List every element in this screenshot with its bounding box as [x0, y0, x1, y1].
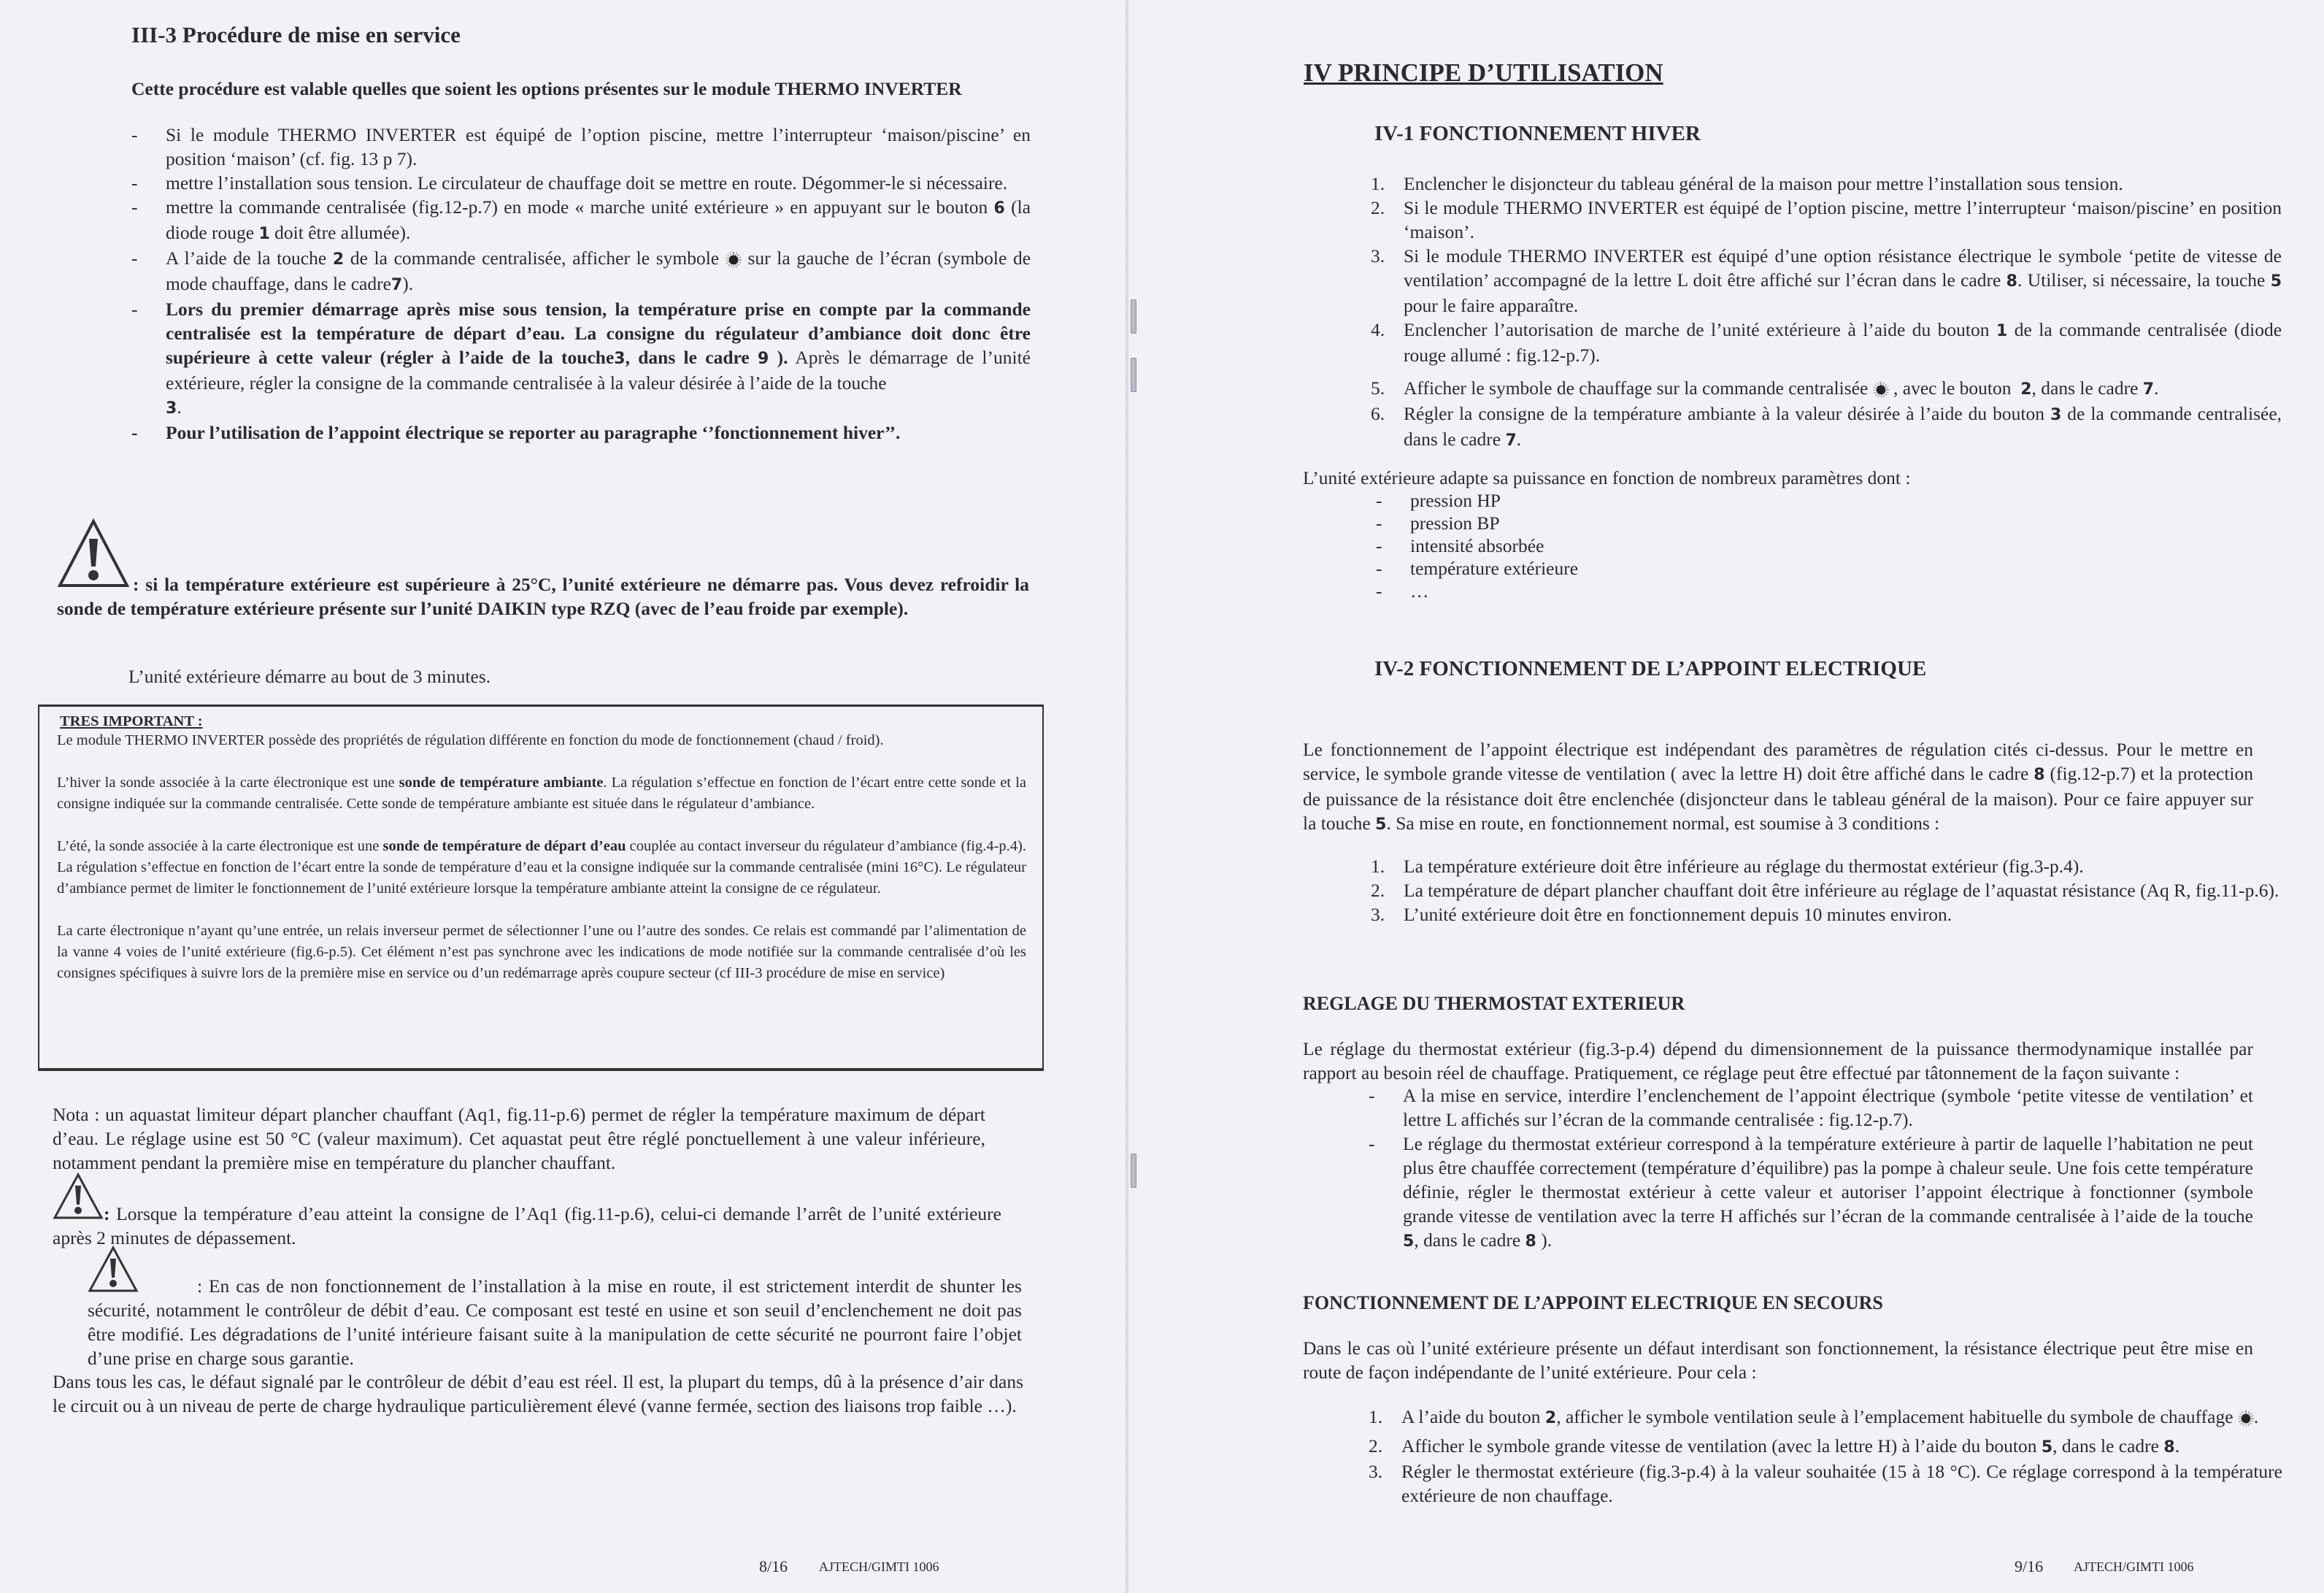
param-item: - pression BP: [1376, 512, 1578, 534]
bullet-item: - mettre l’installation sous tension. Le circulateur de chauffage doit se mettre en route. Dégommer-le si nécessaire.: [131, 171, 1031, 195]
heating-sun-icon: [726, 252, 742, 268]
thermostat-bullets: [1369, 1083, 2253, 1254]
important-p4: La carte électronique n’ayant qu’une entrée, un relais inverseur permet de sélectionner l’une ou l’autre des sondes. Ce relais est commandé par l’alimentation de la vanne 4 voies de l’unité extérieure (fig.6-p.5). Cet élément n’est pas synchrone avec les indications de mode notifiée sur la commande centralisée d’où les consignes spécifiques à suivre lors de la première mise en service ou d’un redémarrage après coupure secteur (cf III-3 procédure de mise en service): [57, 923, 1026, 981]
chapter-title-iv: IV PRINCIPE D’UTILISATION: [1304, 58, 1663, 87]
list-item: 5. Afficher le symbole de chauffage sur la commande centralisée , avec le bouton 2, dans le cadre 7.: [1371, 377, 2159, 399]
footer-reference: AJTECH/GIMTI 1006: [2074, 1559, 2194, 1574]
appoint-paragraph: Le fonctionnement de l’appoint électrique est indépendant des paramètres de régulation cités ci-dessus. Pour le mettre en service, le symbole grande vitesse de ventilation ( avec la lettre H) doit être affiché dans le cadre 8 (fig.12-p.7) et la protection de puissance de la résistance doit être enclenchée (disjoncteur dans le tableau général de la maison). Pour ce faire appuyer sur la touche 5. Sa mise en route, en fonctionnement normal, est soumise à 3 conditions :: [1303, 739, 2253, 834]
important-p2: L’hiver la sonde associée à la carte électronique est une sonde de température ambiante. La régulation s’effectue en fonction de l’écart entre cette sonde et la consigne indiquée sur la commande centralisée. Cette sonde de température ambiante est située dans le régulateur d’ambiance.: [57, 775, 1026, 812]
important-box: [38, 705, 1044, 1071]
nota-aquastat: Nota : un aquastat limiteur départ plancher chauffant (Aq1, fig.11-p.6) permet de régler la température maximum de départ d’eau. Le réglage usine est 50 °C (valeur maximum). Cet aquastat peut être réglé ponctuellement à une valeur inférieure, notamment pendant la première mise en température du plancher chauffant.: [53, 1104, 985, 1173]
important-p1: Le module THERMO INVERTER possède des propriétés de régulation différente en fonction du mode de fonctionnement (chaud / froid).: [57, 732, 884, 748]
start-delay-note: L’unité extérieure démarre au bout de 3 minutes.: [128, 666, 491, 687]
thermostat-paragraph: Le réglage du thermostat extérieur (fig.3-p.4) dépend du dimensionnement de la puissance thermodynamique installée par rapport au besoin réel de chauffage. Pratiquement, ce réglage peut être effectué par tâtonnement de la façon suivante :: [1303, 1038, 2253, 1083]
winter-steps-list: [1371, 172, 2282, 453]
list-item: 2. Afficher le symbole grande vitesse de ventilation (avec la lettre H) à l’aide du bouton 5, dans le cadre 8.: [1369, 1435, 2180, 1456]
footer-page-number: 9/16: [2015, 1557, 2044, 1575]
param-item: - pression HP: [1376, 489, 1578, 512]
params-intro: L’unité extérieure adapte sa puissance en fonction de nombreux paramètres dont :: [1303, 467, 1911, 488]
key-label: 3: [614, 350, 626, 368]
list-item: 3. L’unité extérieure doit être en fonctionnement depuis 10 minutes environ.: [1371, 904, 1952, 925]
important-p3: L’été, la sonde associée à la carte électronique est une sonde de température de départ d’eau couplée au contact inverseur du régulateur d’ambiance (fig.4-p.4). La régulation s’effectue en fonction de l’écart entre la sonde de température d’eau et la consigne indiquée sur la commande centralisée (mini 16°C). Le régulateur d’ambiance permet de limiter le fonctionnement de l’unité extérieure lorsque la température ambiante atteint la consigne de ce régulateur.: [57, 838, 1026, 897]
flow-fault-paragraph: Dans tous les cas, le défaut signalé par le contrôleur de débit d’eau est réel. Il est, la plupart du temps, dû à la présence d’air dans le circuit ou à un niveau de perte de charge hydraulique particulièrement élevé (vanne fermée, section des liaisons trop faible …).: [53, 1371, 1023, 1416]
conditions-list: [1371, 854, 2283, 926]
footer-page-number: 8/16: [759, 1557, 788, 1575]
secours-heading: FONCTIONNEMENT DE L’APPOINT ELECTRIQUE EN SECOURS: [1303, 1292, 1883, 1313]
list-item: 4. Enclencher l’autorisation de marche de l’unité extérieure à l’aide du bouton 1 de la commande centralisée (diode rouge allumé : fig.12-p.7).: [1371, 319, 2282, 366]
section-title-iv-2: IV-2 FONCTIONNEMENT DE L’APPOINT ELECTRIQUE: [1374, 657, 1927, 680]
bullet-item: - Lors du premier démarrage après mise sous tension, la température prise en compte par la commande centralisée est la température de départ d’eau. La consigne du régulateur d’ambiance doit donc être supérieure à cette valeur (régler à l’aide de la touche3, dans le cadre 9 ). Après le démarrage de l’unité extérieure, régler la consigne de la commande centralisée à la valeur désirée à l’aide de la touche 3.: [131, 297, 1031, 421]
list-item: 1. Enclencher le disjoncteur du tableau général de la maison pour mettre l’installation sous tension.: [1371, 173, 2123, 194]
bullet-item: - Si le module THERMO INVERTER est équipé de l’option piscine, mettre l’interrupteur ‘maison/piscine’ en position ‘maison’ (cf. fig. 13 p 7).: [131, 123, 1031, 171]
list-item: 3. Si le module THERMO INVERTER est équipé d’une option résistance électrique le symbole ‘petite de vitesse de ventilation’ accompagné de la lettre L doit être affiché sur l’écran dans le cadre 8. Utiliser, si nécessaire, la touche 5 pour le faire apparaître.: [1371, 245, 2282, 316]
list-item: 3. Régler le thermostat extérieure (fig.3-p.4) à la valeur souhaitée (15 à 18 °C). Ce réglage correspond à la température extérieure de non chauffage.: [1369, 1461, 2282, 1506]
procedure-subtitle: Cette procédure est valable quelles que soient les options présentes sur le module THERMO INVERTER: [131, 78, 962, 99]
list-item: 2. La température de départ plancher chauffant doit être inférieure au réglage de l’aquastat résistance (Aq R, fig.11-p.6).: [1371, 880, 2279, 901]
bullet-item: - mettre la commande centralisée (fig.12-p.7) en mode « marche unité extérieure » en appuyant sur le bouton 6 (la diode rouge 1 doit être allumée).: [131, 195, 1031, 246]
key-label: 9: [757, 350, 769, 368]
page-9: [1128, 0, 2324, 1593]
list-item: 2. Si le module THERMO INVERTER est équipé de l’option piscine, mettre l’interrupteur ‘maison/piscine’ en position ‘maison’.: [1371, 197, 2282, 242]
list-item: 6. Régler la consigne de la température ambiante à la valeur désirée à l’aide du bouton 3 de la commande centralisée, dans le cadre 7.: [1371, 403, 2282, 450]
thermostat-heading: REGLAGE DU THERMOSTAT EXTERIEUR: [1303, 993, 1685, 1014]
params-list: [1376, 489, 1578, 602]
bullet-item: - A l’aide de la touche 2 de la commande centralisée, afficher le symbole sur la gauche de l’écran (symbole de mode chauffage, dans le cadre7).: [131, 246, 1031, 297]
heating-sun-icon: [2238, 1410, 2254, 1427]
bullet-item: - A la mise en service, interdire l’enclenchement de l’appoint électrique (symbole ‘petite vitesse de ventilation’ et lettre L affichés sur l’écran de la commande centralisée : fig.12-p.7).: [1369, 1083, 2253, 1132]
key-label: 6: [993, 199, 1005, 218]
warning-outdoor-temp: : si la température extérieure est supérieure à 25°C, l’unité extérieure ne démarre pas. Vous devez refroidir la sonde de température extérieure présente sur l’unité DAIKIN type RZQ (avec de l’eau froide par exemple).: [57, 574, 1029, 619]
important-body: [57, 730, 1026, 984]
procedure-bullets: [131, 123, 1031, 445]
page-8: [0, 0, 1124, 1593]
key-label: 2: [332, 250, 345, 269]
list-item: 1. A l’aide du bouton 2, afficher le symbole ventilation seule à l’emplacement habituelle du symbole de chauffage .: [1369, 1406, 2259, 1427]
warning-aquastat: : Lorsque la température d’eau atteint la consigne de l’Aq1 (fig.11-p.6), celui-ci demande l’arrêt de l’unité extérieure après 2 minutes de dépassement.: [53, 1203, 1001, 1248]
section-title-iii-3: III-3 Procédure de mise en service: [131, 22, 461, 47]
footer-reference: AJTECH/GIMTI 1006: [819, 1559, 939, 1574]
secours-list: [1369, 1402, 2282, 1508]
section-title-iv-1: IV-1 FONCTIONNEMENT HIVER: [1374, 122, 1701, 145]
key-label: 1: [258, 225, 270, 243]
important-heading: TRES IMPORTANT :: [60, 713, 203, 729]
heating-sun-icon: [1873, 382, 1889, 398]
bullet-item: - Le réglage du thermostat extérieur correspond à la température extérieure à partir de laquelle l’habitation ne peut plus être chauffée correctement (température d’équilibre) pas la pompe à chaleur seule. Une fois cette température définie, régler le thermostat extérieur à cette valeur et autoriser l’appoint électrique à fonctionner (symbole grande vitesse de ventilation avec la terre H affichés sur l’écran de la commande centralisée à l’aide de la touche 5, dans le cadre 8 ).: [1369, 1132, 2253, 1254]
key-label: 7: [390, 276, 403, 294]
warning-flow-controller: : En cas de non fonctionnement de l’installation à la mise en route, il est strictement interdit de shunter les sécurité, notamment le contrôleur de débit d’eau. Ce composant est testé en usine et son seuil d’enclenchement ne doit pas être modifié. Les dégradations de l’unité intérieure faisant suite à la manipulation de cette sécurité ne pourront faire l’objet d’une prise en charge sous garantie.: [88, 1275, 1022, 1369]
list-item: 1. La température extérieure doit être inférieure au réglage du thermostat extérieur (fig.3-p.4).: [1371, 856, 2084, 877]
param-item: - température extérieure: [1376, 557, 1578, 580]
param-item: - intensité absorbée: [1376, 534, 1578, 557]
key-label: 3: [166, 399, 177, 418]
param-item: - …: [1376, 580, 1578, 602]
bullet-item: - Pour l’utilisation de l’appoint électrique se reporter au paragraphe ‘’fonctionnement hiver’’.: [131, 421, 1031, 445]
secours-paragraph: Dans le cas où l’unité extérieure présente un défaut interdisant son fonctionnement, la résistance électrique peut être mise en route de façon indépendante de l’unité extérieure. Pour cela :: [1303, 1337, 2253, 1383]
